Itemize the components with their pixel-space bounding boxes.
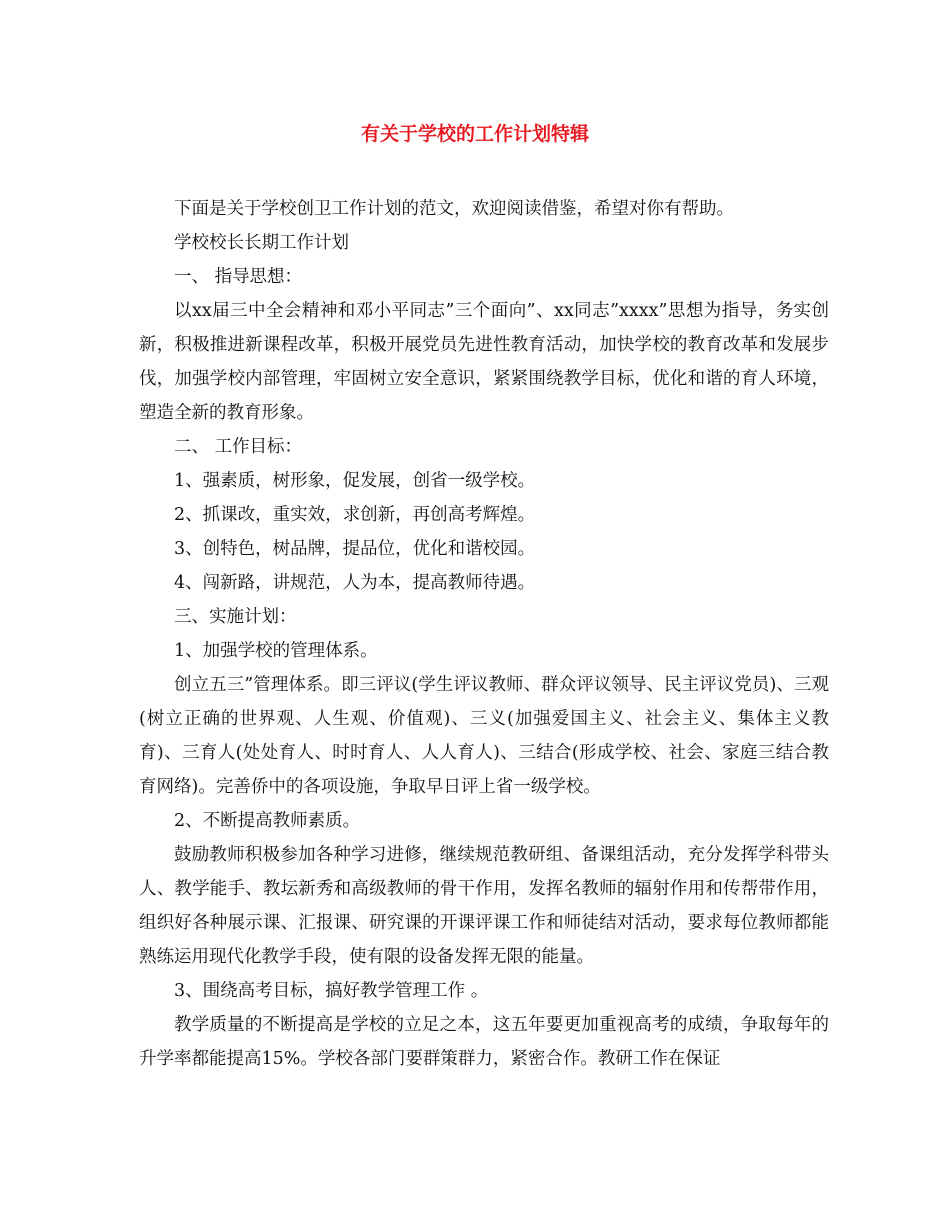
document-body <box>139 192 829 1076</box>
goal-item-3: 3、创特色，树品牌，提品位，优化和谐校园。 <box>174 539 536 559</box>
heading-implementation-plan: 三、实施计划： <box>174 607 297 627</box>
goal-item-2: 2、抓课改，重实效，求创新，再创高考辉煌。 <box>174 505 536 525</box>
paragraph-guiding-ideology: 以xx届三中全会精神和邓小平同志”三个面向”、xx同志”xxxx”思想为指导，务实创新，积极推进新课程改革，积极开展党员先进性教育活动，加快学校的教育改革和发展步伐，加强学校内部管理，牢固树立安全意识，紧紧围绕教学目标，优化和谐的育人环境，塑造全新的教育形象。 <box>139 301 829 423</box>
plan-item-1-body: 创立五三”管理体系。即三评议(学生评议教师、群众评议领导、民主评议党员)、三观(树立正确的世界观、人生观、价值观)、三义(加强爱国主义、社会主义、集体主义教育)、三育人(处处育人、时时育人、人人育人)、三结合(形成学校、社会、家庭三结合教育网络)。完善侨中的各项设施，争取早日评上省一级学校。 <box>139 675 829 797</box>
paragraph-subtitle: 学校校长长期工作计划 <box>174 233 349 253</box>
heading-guiding-ideology: 一、 指导思想： <box>174 267 303 287</box>
paragraph-intro: 下面是关于学校创卫工作计划的范文，欢迎阅读借鉴，希望对你有帮助。 <box>174 199 734 219</box>
plan-item-2-body: 鼓励教师积极参加各种学习进修，继续规范教研组、备课组活动，充分发挥学科带头人、教学能手、教坛新秀和高级教师的骨干作用，发挥名教师的辐射作用和传帮带作用，组织好各种展示课、汇报课、研究课的开课评课工作和师徒结对活动，要求每位教师都能熟练运用现代化教学手段，使有限的设备发挥无限的能量。 <box>139 845 829 967</box>
heading-work-goals: 二、 工作目标： <box>174 437 303 457</box>
goal-item-1: 1、强素质，树形象，促发展，创省一级学校。 <box>174 471 536 491</box>
plan-item-1-heading: 1、加强学校的管理体系。 <box>174 641 378 661</box>
plan-item-2-heading: 2、不断提高教师素质。 <box>174 811 361 831</box>
plan-item-3-body: 教学质量的不断提高是学校的立足之本，这五年要更加重视高考的成绩，争取每年的升学率都能提高15%。学校各部门要群策群力，紧密合作。教研工作在保证 <box>139 1015 829 1069</box>
document-title: 有关于学校的工作计划特辑 <box>360 123 589 145</box>
plan-item-3-heading: 3、围绕高考目标，搞好教学管理工作 。 <box>174 981 489 1001</box>
goal-item-4: 4、闯新路，讲规范，人为本，提高教师待遇。 <box>174 573 536 593</box>
